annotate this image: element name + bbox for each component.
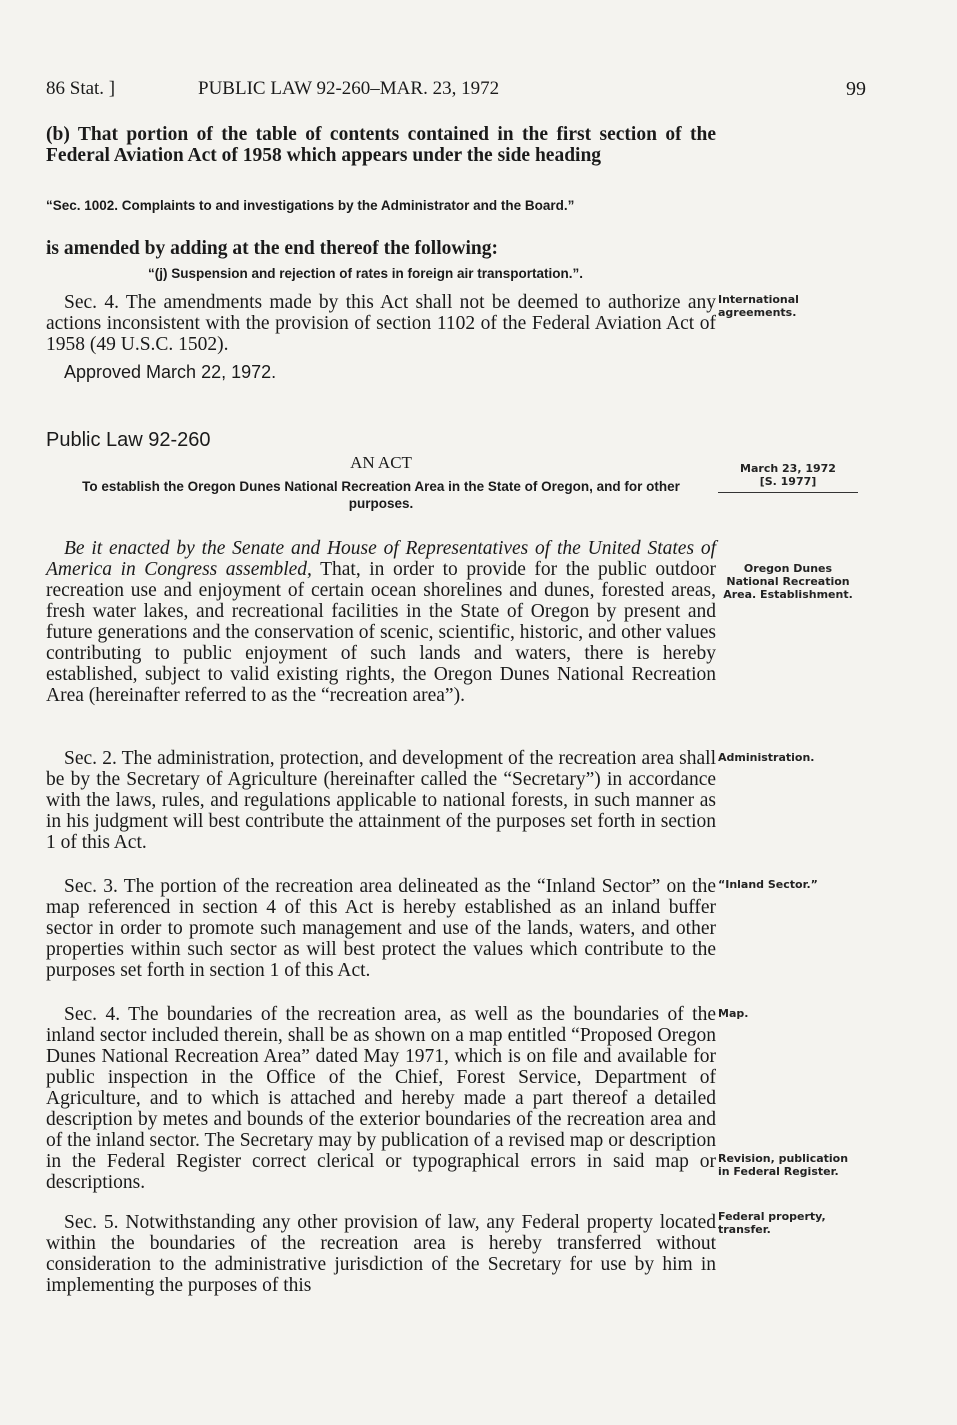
section-b-amend: is amended by adding at the end thereof the following: xyxy=(46,238,498,259)
section-5: Sec. 5. Notwithstanding any other provision of law, any Federal property located within the boundaries of the recreation area is hereby transferred without consideration to the administrative jurisdiction of the Secretary for use by him in implementing the purposes of this xyxy=(46,1212,716,1296)
margin-divider xyxy=(718,492,858,493)
enacting-text: That, in order to provide for the public outdoor recreation use and enjoyment of certain ocean shorelines and dunes, forested areas, fresh water lakes, and recreational facilities in the State of Oregon by present and future generations and the conservation of scenic, scientific, historic, and other values contributing to public enjoyment of such lands and waters, there is hereby established, subject to valid existing rights, the Oregon Dunes National Recreation Area (hereinafter referred to as the “recreation area”). xyxy=(46,559,716,706)
act-purpose: To establish the Oregon Dunes National Recreation Area in the State of Oregon, and for other purposes. xyxy=(82,479,680,511)
margin-note-inland-sector: “Inland Sector.” xyxy=(718,878,818,891)
public-law-title: Public Law 92-260 xyxy=(46,429,211,451)
section-4: Sec. 4. The boundaries of the recreation area, as well as the boundaries of the inland sector included therein, shall be as shown on a map entitled “Proposed Oregon Dunes National Recreation Area” dated May 1971, which is on file and available for public inspection in the Office of the Chief, Forest Service, Department of Agriculture, and to which is attached and hereby made a part thereof a detailed description by metes and bounds of the exterior boundaries of the recreation area and of the inland sector. The Secretary may by publication of a revised map or description in the Federal Register correct clerical or typographical errors in said map or descriptions. xyxy=(46,1004,716,1193)
margin-note-date: March 23, 1972 [S. 1977] xyxy=(740,462,836,488)
margin-note-federal-property: Federal property, transfer. xyxy=(718,1210,826,1236)
margin-note-map: Map. xyxy=(718,1007,749,1020)
margin-note-international-agreements: International agreements. xyxy=(718,293,799,319)
approval-date: Approved March 22, 1972. xyxy=(64,362,277,382)
margin-note-revision: Revision, publication in Federal Register. xyxy=(718,1152,849,1178)
section-b-quote-1: “Sec. 1002. Complaints to and investigations by the Administrator and the Board.” xyxy=(46,198,575,213)
enacting-formula: Be it enacted by the Senate and House of Representatives of the United States of America in Congress assembled, xyxy=(46,538,716,580)
enacting-clause xyxy=(46,538,716,706)
margin-note-establishment: Oregon Dunes National Recreation Area. Establishment. xyxy=(723,562,853,601)
margin-note-administration: Administration. xyxy=(718,751,815,764)
page-number: 99 xyxy=(846,78,866,100)
statute-reference: 86 Stat. ] xyxy=(46,78,116,99)
section-b-quote-2: “(j) Suspension and rejection of rates in foreign air transportation.”. xyxy=(148,266,584,281)
page-header xyxy=(46,78,866,104)
running-title: PUBLIC LAW 92-260–MAR. 23, 1972 xyxy=(198,78,500,99)
section-2: Sec. 2. The administration, protection, and development of the recreation area shall be by the Secretary of Agriculture (hereinafter called the “Secretary”) in accordance with the laws, rules, and regulations applicable to national forests, in such manner as in his judgment will best contribute the attainment of the purposes set forth in section 1 of this Act. xyxy=(46,748,716,853)
section-b-intro: (b) That portion of the table of contents contained in the first section of the Federal Aviation Act of 1958 which appears under the side heading xyxy=(46,124,716,166)
section-3: Sec. 3. The portion of the recreation area delineated as the “Inland Sector” on the map referenced in section 4 of this Act is hereby established as an inland buffer sector in order to promote such management and use of the lands, waters, and other properties within such sector as will best protect the values which contribute to the purposes set forth in section 1 of this Act. xyxy=(46,876,716,981)
act-label: AN ACT xyxy=(350,453,412,472)
previous-act-section-4: Sec. 4. The amendments made by this Act shall not be deemed to authorize any actions inconsistent with the provision of section 1102 of the Federal Aviation Act of 1958 (49 U.S.C. 1502). xyxy=(46,292,716,355)
